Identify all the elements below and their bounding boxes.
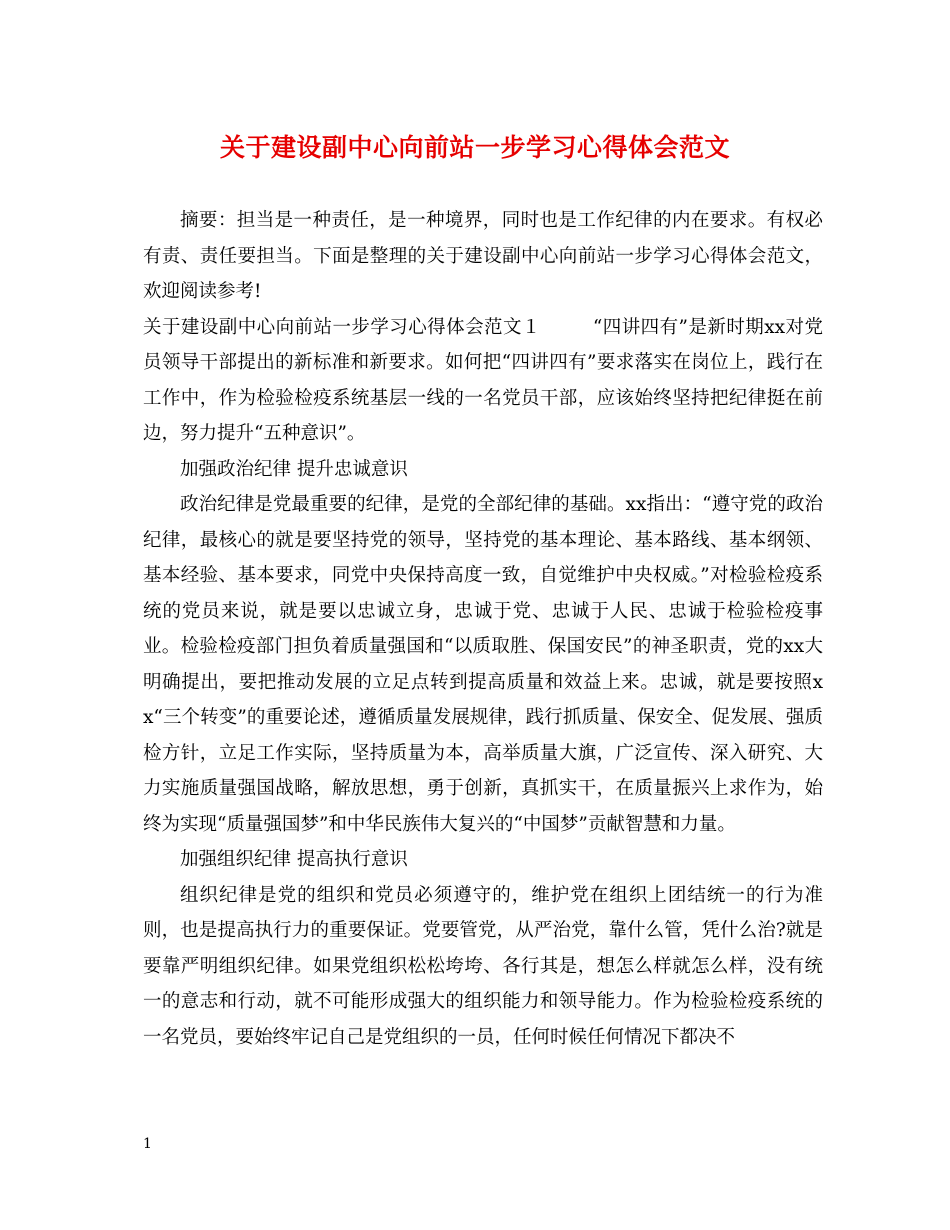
abstract-paragraph: 摘要：担当是一种责任，是一种境界，同时也是工作纪律的内在要求。有权必有责、责任要担当。下面是整理的关于建设副中心向前站一步学习心得体会范文，欢迎阅读参考! — [143, 210, 823, 302]
section-heading-political: 加强政治纪律 提升忠诚意识 — [180, 458, 408, 480]
section-heading-organizational: 加强组织纪律 提高执行意识 — [180, 849, 408, 870]
section-body-organizational: 组织纪律是党的组织和党员必须遵守的，维护党在组织上团结统一的行为准则，也是提高执行力的重要保证。党要管党，从严治党，靠什么管，凭什么治?就是要靠严明组织纪律。如果党组织松松垮垮、各行其是，想怎么样就怎么样，没有统一的意志和行动，就不可能形成强大的组织能力和领导能力。作为检验检疫系统的一名党员，要始终牢记自己是党组织的一员，任何时候任何情况下都决不 — [143, 884, 823, 1048]
essay-heading: 关于建设副中心向前站一步学习心得体会范文１ — [143, 316, 541, 338]
section-body-political: 政治纪律是党最重要的纪律，是党的全部纪律的基础。xx指出：“遵守党的政治纪律，最核心的就是要坚持党的领导，坚持党的基本理论、基本路线、基本纲领、基本经验、基本要求，同党中央保持高度一致，自觉维护中央权威。”对检验检疫系统的党员来说，就是要以忠诚立身，忠诚于党、忠诚于人民、忠诚于检验检疫事业。检验检疫部门担负着质量强国和“以质取胜、保国安民”的神圣职责，党的xx大明确提出，要把推动发展的立足点转到提高质量和效益上来。忠诚，就是要按照xx“三个转变”的重要论述，遵循质量发展规律，践行抓质量、保安全、促发展、强质检方针，立足工作实际，坚持质量为本，高举质量大旗，广泛宣传、深入研究、大力实施质量强国战略，解放思想，勇于创新，真抓实干，在质量振兴上求作为，始终为实现“质量强国梦”和中华民族伟大复兴的“中国梦”贡献智慧和力量。 — [143, 494, 823, 835]
essay-intro-paragraph — [143, 310, 823, 452]
document-title: 关于建设副中心向前站一步学习心得体会范文 — [219, 133, 730, 162]
intro-text: “四讲四有”是新时期xx对党员领导干部提出的新标准和新要求。如何把“四讲四有”要求落实在岗位上，践行在工作中，作为检验检疫系统基层一线的一名党员干部，应该始终坚持把纪律挺在前边，努力提升“五种意识”。 — [143, 316, 823, 444]
page-number: 1 — [143, 1136, 152, 1152]
document-body — [143, 203, 823, 1055]
